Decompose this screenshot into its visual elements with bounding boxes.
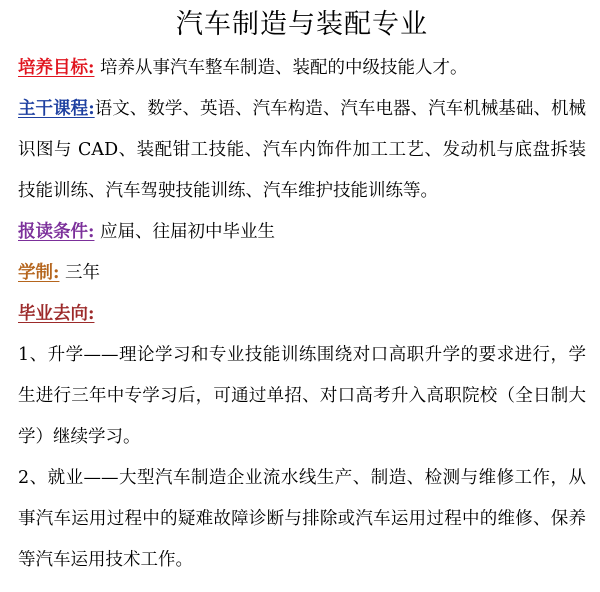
objective-label: 培养目标: (18, 58, 95, 78)
destination-heading (18, 294, 586, 335)
requirements-paragraph (18, 212, 586, 253)
requirements-label: 报读条件: (18, 222, 95, 242)
destination-item-2: 2、就业——大型汽车制造企业流水线生产、制造、检测与维修工作，从事汽车运用过程中的疑难故障诊断与排除或汽车运用过程中的维修、保养等汽车运用技术工作。 (18, 468, 586, 570)
duration-text: 三年 (59, 263, 101, 283)
page-title: 汽车制造与装配专业 (176, 9, 428, 40)
courses-paragraph (18, 89, 586, 212)
courses-text: 语文、数学、英语、汽车构造、汽车电器、汽车机械基础、机械识图与 CAD、装配钳工技能、汽车内饰件加工工艺、发动机与底盘拆装技能训练、汽车驾驶技能训练、汽车维护技能训练等。 (18, 99, 586, 201)
objective-paragraph (18, 48, 586, 89)
requirements-text: 应届、往届初中毕业生 (94, 222, 276, 242)
destination-label: 毕业去向: (18, 304, 95, 324)
duration-label: 学制: (18, 263, 60, 283)
destination-item-1: 1、升学——理论学习和专业技能训练围绕对口高职升学的要求进行，学生进行三年中专学习后，可通过单招、对口高考升入高职院校（全日制大学）继续学习。 (18, 345, 586, 447)
objective-text: 培养从事汽车整车制造、装配的中级技能人才。 (94, 58, 468, 78)
duration-paragraph (18, 253, 586, 294)
courses-label: 主干课程: (18, 99, 95, 119)
